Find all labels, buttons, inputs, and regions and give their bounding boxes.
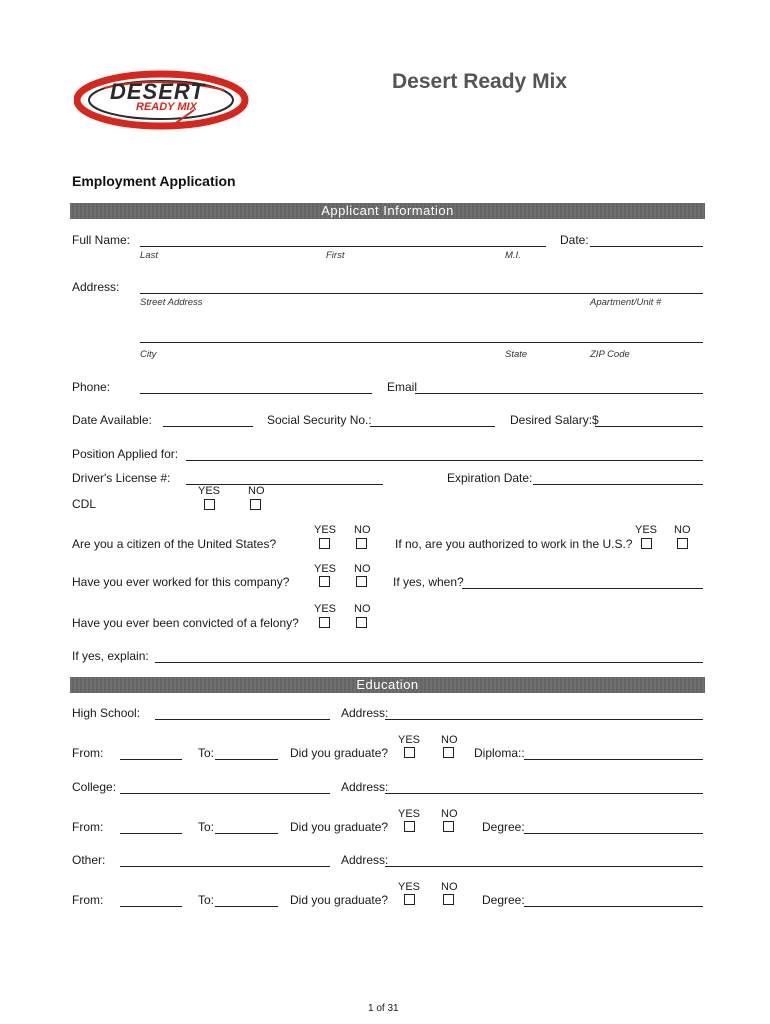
felony-yes-checkbox[interactable] bbox=[319, 617, 330, 628]
first-sub-label: First bbox=[326, 250, 345, 261]
mi-sub-label: M.I. bbox=[505, 250, 521, 261]
company-name: Desert Ready Mix bbox=[392, 70, 568, 93]
ssn-label: Social Security No.: bbox=[267, 413, 372, 427]
hs-yes-checkbox[interactable] bbox=[404, 747, 415, 758]
diploma-label: Diploma:: bbox=[474, 746, 525, 760]
hs-to-label: To: bbox=[198, 746, 215, 760]
salary-field[interactable] bbox=[595, 426, 703, 427]
hs-address-field[interactable] bbox=[385, 719, 703, 720]
hs-no-label: NO bbox=[441, 734, 458, 746]
full-name-field[interactable] bbox=[140, 246, 546, 247]
other-degree-label: Degree: bbox=[482, 893, 525, 907]
cdl-yes-checkbox[interactable] bbox=[204, 499, 215, 510]
hs-address-label: Address: bbox=[341, 706, 389, 720]
worked-yes-label: YES bbox=[314, 563, 337, 575]
felony-yes-label: YES bbox=[314, 603, 337, 615]
other-from-field[interactable] bbox=[120, 906, 182, 907]
college-to-label: To: bbox=[198, 820, 215, 834]
authorized-question: If no, are you authorized to work in the U.S.? bbox=[395, 537, 633, 551]
form-title: Employment Application bbox=[72, 173, 236, 189]
authorized-yes-label: YES bbox=[635, 524, 658, 536]
college-yes-label: YES bbox=[398, 808, 421, 820]
license-label: Driver's License #: bbox=[72, 471, 171, 485]
cdl-yes-label: YES bbox=[198, 485, 221, 497]
hs-no-checkbox[interactable] bbox=[443, 747, 454, 758]
state-sub-label: State bbox=[505, 349, 528, 360]
education-section-bar bbox=[70, 677, 705, 693]
ssn-field[interactable] bbox=[370, 426, 495, 427]
applicant-section-bar bbox=[70, 203, 705, 219]
when-field[interactable] bbox=[462, 588, 703, 589]
high-school-field[interactable] bbox=[155, 719, 330, 720]
worked-no-label: NO bbox=[354, 563, 371, 575]
cdl-no-label: NO bbox=[248, 485, 265, 497]
worked-question: Have you ever worked for this company? bbox=[72, 575, 290, 589]
hs-from-label: From: bbox=[72, 746, 104, 760]
other-from-label: From: bbox=[72, 893, 104, 907]
phone-field[interactable] bbox=[140, 393, 372, 394]
explain-field[interactable] bbox=[155, 662, 703, 663]
cdl-no-checkbox[interactable] bbox=[250, 499, 261, 510]
citizen-no-checkbox[interactable] bbox=[356, 538, 367, 549]
street-sub-label: Street Address bbox=[140, 297, 203, 308]
college-to-field[interactable] bbox=[215, 833, 278, 834]
last-sub-label: Last bbox=[140, 250, 158, 261]
position-label: Position Applied for: bbox=[72, 447, 179, 461]
felony-no-checkbox[interactable] bbox=[356, 617, 367, 628]
city-sub-label: City bbox=[140, 349, 157, 360]
worked-yes-checkbox[interactable] bbox=[319, 576, 330, 587]
applicant-section-title: Applicant Information bbox=[321, 203, 454, 218]
expiration-label: Expiration Date: bbox=[447, 471, 533, 485]
other-no-checkbox[interactable] bbox=[443, 894, 454, 905]
other-no-label: NO bbox=[441, 881, 458, 893]
education-section-title: Education bbox=[356, 677, 419, 692]
other-degree-field[interactable] bbox=[524, 906, 703, 907]
address-label: Address: bbox=[72, 280, 120, 294]
logo-text-main: DESERT bbox=[110, 79, 205, 104]
hs-from-field[interactable] bbox=[120, 759, 182, 760]
date-field[interactable] bbox=[590, 246, 703, 247]
college-degree-field[interactable] bbox=[524, 833, 703, 834]
hs-graduate-question: Did you graduate? bbox=[290, 746, 389, 760]
page-number: 1 of 31 bbox=[368, 1003, 399, 1014]
college-field[interactable] bbox=[120, 793, 330, 794]
college-label: College: bbox=[72, 780, 117, 794]
college-from-field[interactable] bbox=[120, 833, 182, 834]
when-label: If yes, when? bbox=[393, 575, 464, 589]
authorized-no-label: NO bbox=[674, 524, 691, 536]
date-available-label: Date Available: bbox=[72, 413, 152, 427]
worked-no-checkbox[interactable] bbox=[356, 576, 367, 587]
college-yes-checkbox[interactable] bbox=[404, 821, 415, 832]
college-graduate-question: Did you graduate? bbox=[290, 820, 389, 834]
other-label: Other: bbox=[72, 853, 106, 867]
authorized-yes-checkbox[interactable] bbox=[641, 538, 652, 549]
city-state-zip-field[interactable] bbox=[140, 342, 703, 343]
hs-yes-label: YES bbox=[398, 734, 421, 746]
hs-to-field[interactable] bbox=[215, 759, 278, 760]
college-address-field[interactable] bbox=[385, 793, 703, 794]
salary-label: Desired Salary:$ bbox=[510, 413, 599, 427]
date-available-field[interactable] bbox=[163, 426, 253, 427]
other-yes-checkbox[interactable] bbox=[404, 894, 415, 905]
email-label: Email bbox=[387, 380, 418, 394]
zip-sub-label: ZIP Code bbox=[590, 349, 630, 360]
other-to-field[interactable] bbox=[215, 906, 278, 907]
college-degree-label: Degree: bbox=[482, 820, 525, 834]
other-address-field[interactable] bbox=[385, 866, 703, 867]
college-from-label: From: bbox=[72, 820, 104, 834]
logo-text-sub: READY MIX bbox=[136, 101, 197, 113]
other-to-label: To: bbox=[198, 893, 215, 907]
citizen-yes-label: YES bbox=[314, 524, 337, 536]
college-address-label: Address: bbox=[341, 780, 389, 794]
citizen-no-label: NO bbox=[354, 524, 371, 536]
apt-sub-label: Apartment/Unit # bbox=[590, 297, 662, 308]
other-graduate-question: Did you graduate? bbox=[290, 893, 389, 907]
expiration-field[interactable] bbox=[533, 484, 703, 485]
citizen-question: Are you a citizen of the United States? bbox=[72, 537, 277, 551]
felony-question: Have you ever been convicted of a felony? bbox=[72, 616, 299, 630]
street-address-field[interactable] bbox=[140, 293, 703, 294]
other-yes-label: YES bbox=[398, 881, 421, 893]
other-field[interactable] bbox=[120, 866, 330, 867]
phone-label: Phone: bbox=[72, 380, 111, 394]
position-field[interactable] bbox=[186, 460, 703, 461]
citizen-yes-checkbox[interactable] bbox=[319, 538, 330, 549]
college-no-label: NO bbox=[441, 808, 458, 820]
cdl-label: CDL bbox=[72, 497, 97, 511]
diploma-field[interactable] bbox=[524, 759, 703, 760]
full-name-label: Full Name: bbox=[72, 233, 131, 247]
high-school-label: High School: bbox=[72, 706, 141, 720]
date-label: Date: bbox=[560, 233, 589, 247]
other-address-label: Address: bbox=[341, 853, 389, 867]
explain-label: If yes, explain: bbox=[72, 649, 149, 663]
authorized-no-checkbox[interactable] bbox=[677, 538, 688, 549]
felony-no-label: NO bbox=[354, 603, 371, 615]
college-no-checkbox[interactable] bbox=[443, 821, 454, 832]
company-logo bbox=[74, 70, 249, 132]
email-field[interactable] bbox=[415, 393, 703, 394]
